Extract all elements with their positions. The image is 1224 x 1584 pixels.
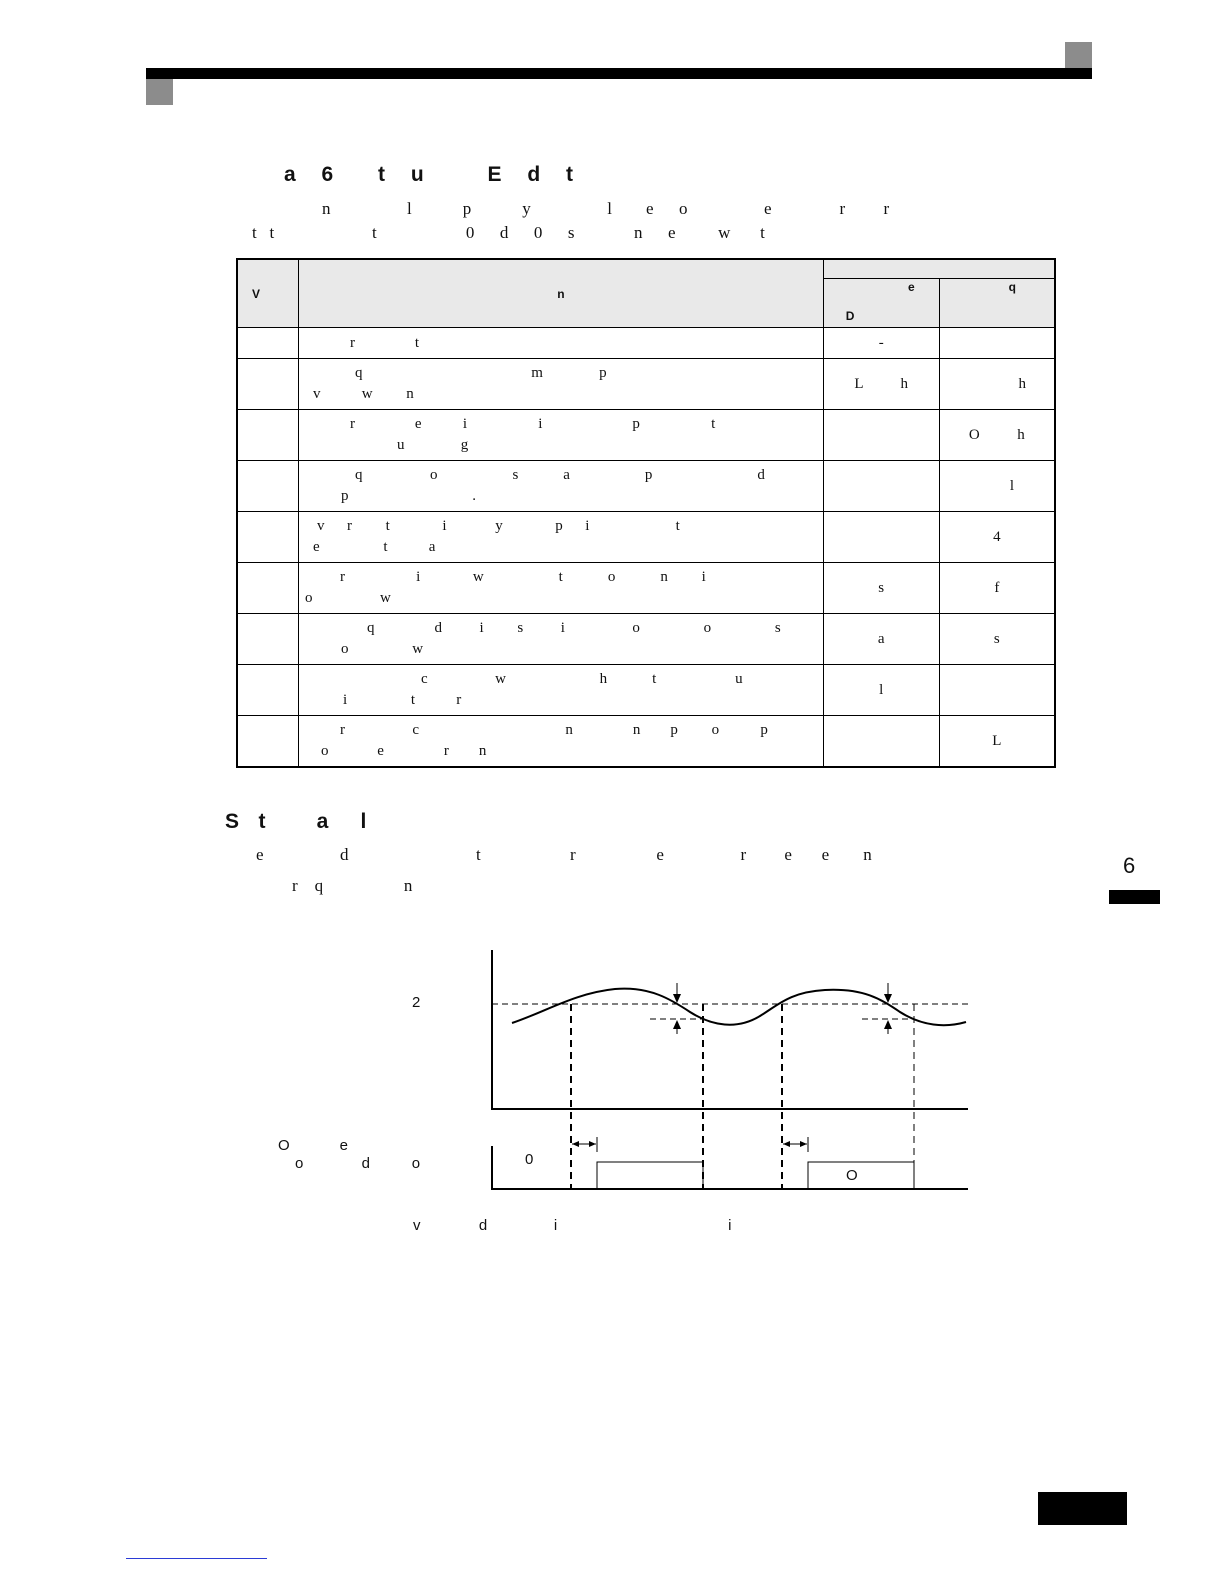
row-value-b: f xyxy=(939,563,1055,614)
page-number-box xyxy=(1038,1492,1127,1525)
intro-line-1: n l p y l e o e r r xyxy=(322,199,890,218)
arrow-up-2-head xyxy=(884,1020,892,1029)
row-value-b: O h xyxy=(939,410,1055,461)
figure-zero-label: 0 xyxy=(525,1151,534,1168)
row-value-a: - xyxy=(823,328,939,359)
figure-level-label: 2 xyxy=(412,994,421,1011)
row-value-a: l xyxy=(823,665,939,716)
header-col-2: n xyxy=(298,259,823,328)
figure-output-label-bottom: o d o xyxy=(295,1155,421,1172)
row-desc-line: r i w t o n i xyxy=(339,569,706,585)
row-desc-line: o w xyxy=(304,590,391,606)
row-desc-line: r c n n p o p xyxy=(339,722,768,738)
arrow-up-1-head xyxy=(673,1020,681,1029)
subsection-heading: S t a l xyxy=(225,810,367,833)
row-desc-line: p . xyxy=(340,488,476,504)
figure-on-label: O xyxy=(846,1167,858,1184)
row-desc-line: o e r n xyxy=(320,743,487,759)
row-desc-line: q m p xyxy=(354,365,607,381)
delay-arrow-1-left xyxy=(572,1141,579,1147)
header-sub-2-label: q xyxy=(1008,280,1016,294)
output-pulse-2 xyxy=(808,1162,914,1189)
row-value-b: 4 xyxy=(939,512,1055,563)
row-desc-line: e t a xyxy=(312,539,436,555)
row-value-a: a xyxy=(823,614,939,665)
intro-line-2: t t t 0 d 0 s n e w t xyxy=(252,223,765,242)
sub-line-1: e d t r e r e e n xyxy=(256,845,872,864)
sub-line-2: r q n xyxy=(292,876,413,895)
figure-output-label-top: O e xyxy=(278,1137,349,1154)
row-value-b: h xyxy=(939,359,1055,410)
row-desc-line: c w h t u xyxy=(420,671,743,687)
row-value-b: l xyxy=(939,461,1055,512)
header-col-1: V xyxy=(237,259,298,328)
row-desc-line: v r t i y p i t xyxy=(316,518,680,534)
section-heading: a 6 t u E d t xyxy=(284,163,574,186)
delay-arrow-2-right xyxy=(800,1141,807,1147)
delay-arrow-2-left xyxy=(783,1141,790,1147)
lower-axes xyxy=(492,1146,968,1189)
row-desc-line: r e i i p t xyxy=(349,416,716,432)
row-desc-line: r t xyxy=(349,334,420,351)
row-desc-line: q d i s i o o s xyxy=(366,620,781,636)
upper-axes xyxy=(492,950,968,1109)
row-value-b: s xyxy=(939,614,1055,665)
delay-arrow-1-right xyxy=(589,1141,596,1147)
row-desc-line: u g xyxy=(396,437,469,453)
chapter-tab-number: 6 xyxy=(1123,853,1136,878)
footer-link-underline[interactable] xyxy=(126,1558,267,1559)
row-value-a: L h xyxy=(823,359,939,410)
row-desc-line: v w n xyxy=(312,386,414,402)
frequency-waveform xyxy=(512,989,966,1026)
header-sub-1-bottom: D xyxy=(845,309,855,323)
row-value-b: L xyxy=(939,716,1055,768)
row-value-a: s xyxy=(823,563,939,614)
header-sub-1-top: e xyxy=(907,280,915,294)
row-desc-line: i t r xyxy=(342,692,462,708)
row-desc-line: q o s a p d xyxy=(354,467,765,483)
figure-caption: v d i i xyxy=(413,1217,732,1234)
row-desc-line: o w xyxy=(340,641,424,657)
output-pulse-1 xyxy=(597,1162,703,1189)
